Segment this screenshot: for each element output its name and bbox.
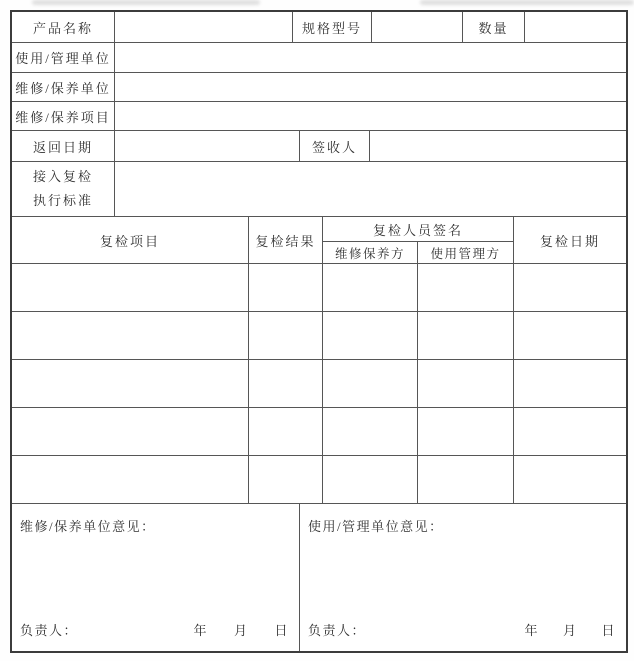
col-header-signature-group	[323, 217, 514, 263]
signature-using-cell	[418, 264, 514, 311]
col-header-signature-title: 复检人员签名	[323, 217, 513, 242]
item-cell	[12, 408, 249, 455]
maintenance-items-label: 维修/保养项目	[12, 102, 115, 130]
using-unit-value-cell	[115, 43, 626, 72]
day-label: 日	[274, 623, 289, 638]
year-label: 年	[524, 623, 539, 638]
right-date-line	[524, 620, 616, 639]
scan-smudge	[32, 0, 260, 5]
maintenance-unit-opinion-cell	[12, 504, 300, 651]
date-cell	[514, 456, 626, 503]
using-unit-label: 使用/管理单位	[12, 43, 115, 72]
item-cell	[12, 264, 249, 311]
reinspection-row-5	[12, 456, 626, 504]
opinion-section	[12, 504, 626, 651]
signature-using-cell	[418, 360, 514, 407]
row-maintenance-unit	[12, 73, 626, 102]
reinspection-row-1	[12, 264, 626, 312]
col-header-date: 复检日期	[539, 233, 600, 249]
signature-maintenance-cell	[323, 312, 418, 359]
receiver-label: 签收人	[300, 131, 370, 161]
date-cell	[514, 360, 626, 407]
reinspection-row-4	[12, 408, 626, 456]
maintenance-unit-opinion-label: 维修/保养单位意见：	[20, 519, 156, 534]
using-unit-opinion-cell	[300, 504, 626, 651]
quantity-label: 数量	[463, 12, 525, 42]
reinspection-standard-label	[12, 162, 115, 216]
reinspection-standard-line2: 执行标准	[32, 193, 93, 208]
signature-using-cell	[418, 408, 514, 455]
result-cell	[249, 264, 323, 311]
item-cell	[12, 360, 249, 407]
col-header-signature-using: 使用管理方	[430, 246, 501, 261]
spec-model-value-cell	[372, 12, 463, 42]
spec-model-label: 规格型号	[293, 12, 372, 42]
signature-maintenance-cell	[323, 264, 418, 311]
maintenance-items-value-cell	[115, 102, 626, 130]
return-date-label: 返回日期	[12, 131, 115, 161]
day-label: 日	[601, 623, 616, 638]
col-header-result: 复检结果	[249, 217, 323, 263]
row-maintenance-items	[12, 102, 626, 131]
left-date-line	[193, 620, 289, 639]
signature-maintenance-cell	[323, 360, 418, 407]
result-cell	[249, 408, 323, 455]
right-responsible-label: 负责人：	[308, 623, 367, 638]
row-reinspection-standard	[12, 162, 626, 217]
product-name-value-cell	[115, 12, 293, 42]
item-cell	[12, 312, 249, 359]
reinspection-table-header	[12, 217, 626, 264]
row-return-date	[12, 131, 626, 162]
item-cell	[12, 456, 249, 503]
col-header-item: 复检项目	[12, 217, 249, 263]
signature-maintenance-cell	[323, 456, 418, 503]
year-label: 年	[193, 623, 208, 638]
scan-smudge	[420, 0, 634, 5]
result-cell	[249, 360, 323, 407]
right-responsible-line	[308, 620, 616, 639]
result-cell	[249, 456, 323, 503]
left-responsible-line	[20, 620, 289, 639]
reinspection-standard-line1: 接入复检	[32, 169, 93, 184]
reinspection-row-3	[12, 360, 626, 408]
maintenance-unit-value-cell	[115, 73, 626, 101]
date-cell	[514, 312, 626, 359]
row-using-unit	[12, 43, 626, 73]
col-header-signature-maintenance: 维修保养方	[323, 242, 418, 263]
month-label: 月	[233, 623, 249, 638]
left-responsible-label: 负责人：	[20, 623, 79, 638]
quantity-value-cell	[525, 12, 626, 42]
using-unit-opinion-label: 使用/管理单位意见：	[308, 519, 444, 534]
product-name-label: 产品名称	[12, 12, 115, 42]
month-label: 月	[562, 623, 578, 638]
reinspection-standard-value-cell	[115, 162, 626, 216]
signature-using-cell	[418, 456, 514, 503]
signature-maintenance-cell	[323, 408, 418, 455]
date-cell	[514, 408, 626, 455]
receiver-value-cell	[370, 131, 626, 161]
row-product	[12, 12, 626, 43]
maintenance-unit-label: 维修/保养单位	[12, 73, 115, 101]
result-cell	[249, 312, 323, 359]
date-cell	[514, 264, 626, 311]
return-date-value-cell	[115, 131, 300, 161]
reinspection-row-2	[12, 312, 626, 360]
signature-using-cell	[418, 312, 514, 359]
form-sheet	[10, 10, 628, 653]
